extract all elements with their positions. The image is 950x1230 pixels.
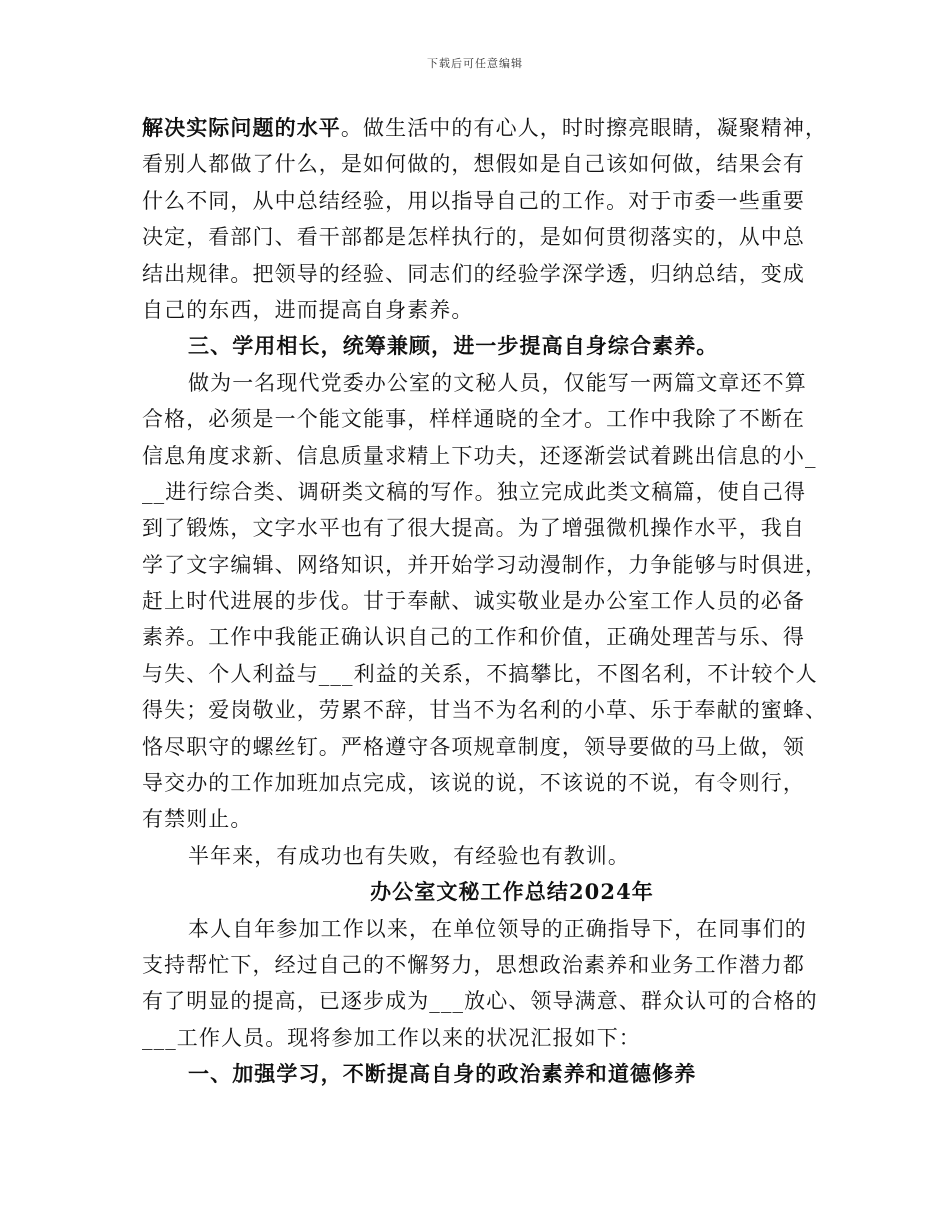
paragraph-line: __进行综合类、调研类文稿的写作。独立完成此类文稿篇，使自己得 <box>142 479 807 504</box>
paragraph-line: 到了锻炼，文字水平也有了很大提高。为了增强微机操作水平，我自 <box>142 516 805 541</box>
paragraph-line: 素养。工作中我能正确认识自己的工作和价值，正确处理苦与乐、得 <box>142 625 805 650</box>
paragraph-line: 支持帮忙下，经过自己的不懈努力，思想政治素养和业务工作潜力都 <box>142 952 805 977</box>
paragraph-line <box>142 110 828 146</box>
paragraph-line: 得失；爱岗敬业，劳累不辞，甘当不为名利的小草、乐于奉献的蜜蜂、 <box>142 698 828 723</box>
paragraph-line: 与失、个人利益与___利益的关系，不搞攀比，不图名利，不计较个人 <box>142 661 818 686</box>
paragraph-line: 赶上时代进展的步伐。甘于奉献、诚实敬业是办公室工作人员的必备 <box>142 589 805 614</box>
paragraph-line: 学了文字编辑、网络知识，并开始学习动漫制作，力争能够与时俱进， <box>142 552 828 577</box>
text-run: 。做生活中的有心人，时时擦亮眼睛，凝聚精神， <box>340 116 828 140</box>
paragraph-line: 本人自年参加工作以来，在单位领导的正确指导下，在同事们的 <box>188 916 807 941</box>
paragraph-line: 做为一名现代党委办公室的文秘人员，仅能写一两篇文章还不算 <box>188 370 807 395</box>
paragraph-line: 什么不同，从中总结经验，用以指导自己的工作。对于市委一些重要 <box>142 188 805 213</box>
paragraph-line: 结出规律。把领导的经验、同志们的经验学深学透，归纳总结，变成 <box>142 261 805 286</box>
document-title: 办公室文秘工作总结2024年 <box>370 879 654 905</box>
paragraph-line: 导交办的工作加班加点完成，该说的说，不该说的不说，有令则行， <box>142 771 805 796</box>
paragraph-line: 半年来，有成功也有失败，有经验也有教训。 <box>188 843 630 868</box>
document-body <box>142 110 828 1093</box>
paragraph-line: 合格，必须是一个能文能事，样样通晓的全才。工作中我除了不断在 <box>142 407 805 432</box>
bold-phrase: 解决实际问题的水平 <box>142 115 341 140</box>
section-heading: 一、加强学习，不断提高自身的政治素养和道德修养 <box>188 1061 697 1087</box>
paragraph-line: 信息角度求新、信息质量求精上下功夫，还逐渐尝试着跳出信息的小_ <box>142 443 817 468</box>
paragraph-line: 有了明显的提高，已逐步成为___放心、领导满意、群众认可的合格的 <box>142 989 818 1014</box>
paragraph-line: ___工作人员。现将参加工作以来的状况汇报如下： <box>142 1025 641 1050</box>
header-note: 下载后可任意编辑 <box>427 57 523 70</box>
paragraph-line: 决定，看部门、看干部都是怎样执行的，是如何贯彻落实的，从中总 <box>142 225 805 250</box>
paragraph-line: 有禁则止。 <box>142 807 253 832</box>
paragraph-line: 恪尽职守的螺丝钉。严格遵守各项规章制度，领导要做的马上做，领 <box>142 734 805 759</box>
paragraph-line: 看别人都做了什么，是如何做的，想假如是自己该如何做，结果会有 <box>142 152 805 177</box>
paragraph-line: 自己的东西，进而提高自身素养。 <box>142 297 474 322</box>
section-heading: 三、学用相长，统筹兼顾，进一步提高自身综合素养。 <box>188 333 719 359</box>
